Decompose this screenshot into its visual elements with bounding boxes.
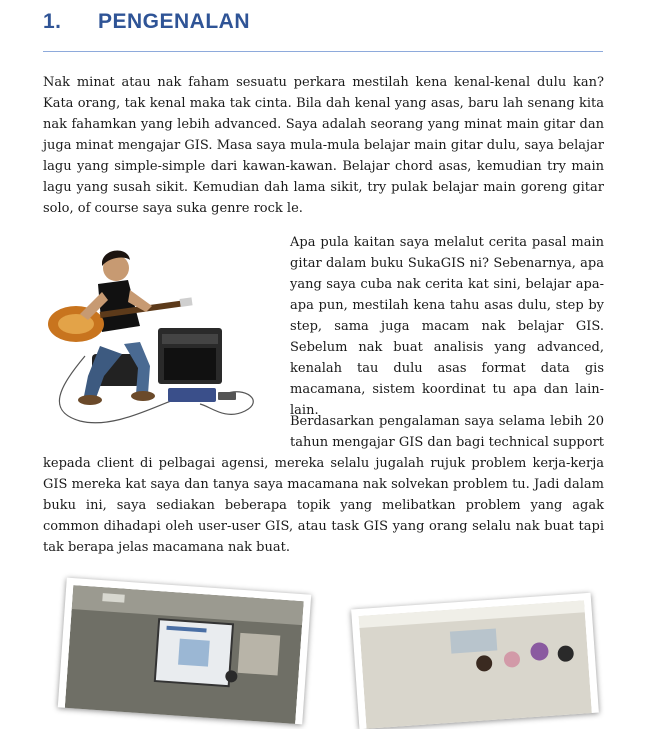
paragraph-experience-start: Berdasarkan pengalaman saya selama lebih 20 tahun mengajar GIS dan bagi technical support bbox=[290, 414, 605, 450]
classroom-photo bbox=[58, 578, 311, 725]
class-group-photo bbox=[351, 593, 599, 729]
paragraph-guitar-gis: Apa pula kaitan saya melalut cerita pasal main gitar dalam buku SukaGIS ni? Sebenarnya, apa yang saya cuba nak cerita kat sini, belajar apa-apa pun, mestilah kena tahu asas dulu, step by step, sama juga macam nak belajar GIS. Sebelum nak buat analisis yang advanced, kenalah tau dulu asas format data gis macamana, sistem koordinat tu apa dan lain-lain. bbox=[290, 235, 604, 418]
heading-divider bbox=[43, 51, 603, 52]
paragraph-experience-rest: kepada client di pelbagai agensi, mereka selalu jugalah rujuk problem kerja-kerja GIS mereka kat saya dan tanya saya macamana nak solvekan problem tu. Jadi dalam buku ini, saya sediakan beberapa topik yang melibatkan problem yang agak common dihadapi oleh user-user GIS, atau task GIS yang orang selalu nak buat tapi tak berapa jelas macamana nak buat. bbox=[43, 456, 604, 555]
guitarist-photo bbox=[40, 236, 280, 436]
classroom-scene bbox=[65, 585, 304, 724]
class-group-scene bbox=[359, 600, 592, 728]
paragraph-intro: Nak minat atau nak faham sesuatu perkara mestilah kena kenal-kenal dulu kan? Kata orang, tak kenal maka tak cinta. Bila dah kenal yang asas, baru lah senang kita nak fahamkan yang lebih advanced. Saya adalah seorang yang minat main gitar dan juga minat mengajar GIS. Masa saya mula-mula belajar main gitar dulu, saya belajar lagu yang simple-simple dari kawan-kawan. Belajar chord asas, kemudian try main lagu yang susah sikit. Kemudian dah lama sikit, try pulak belajar main goreng gitar solo, of course saya suka genre rock le. bbox=[43, 75, 604, 216]
section-title: PENGENALAN bbox=[98, 10, 251, 33]
section-heading bbox=[43, 10, 250, 34]
section-number: 1. bbox=[43, 10, 62, 33]
